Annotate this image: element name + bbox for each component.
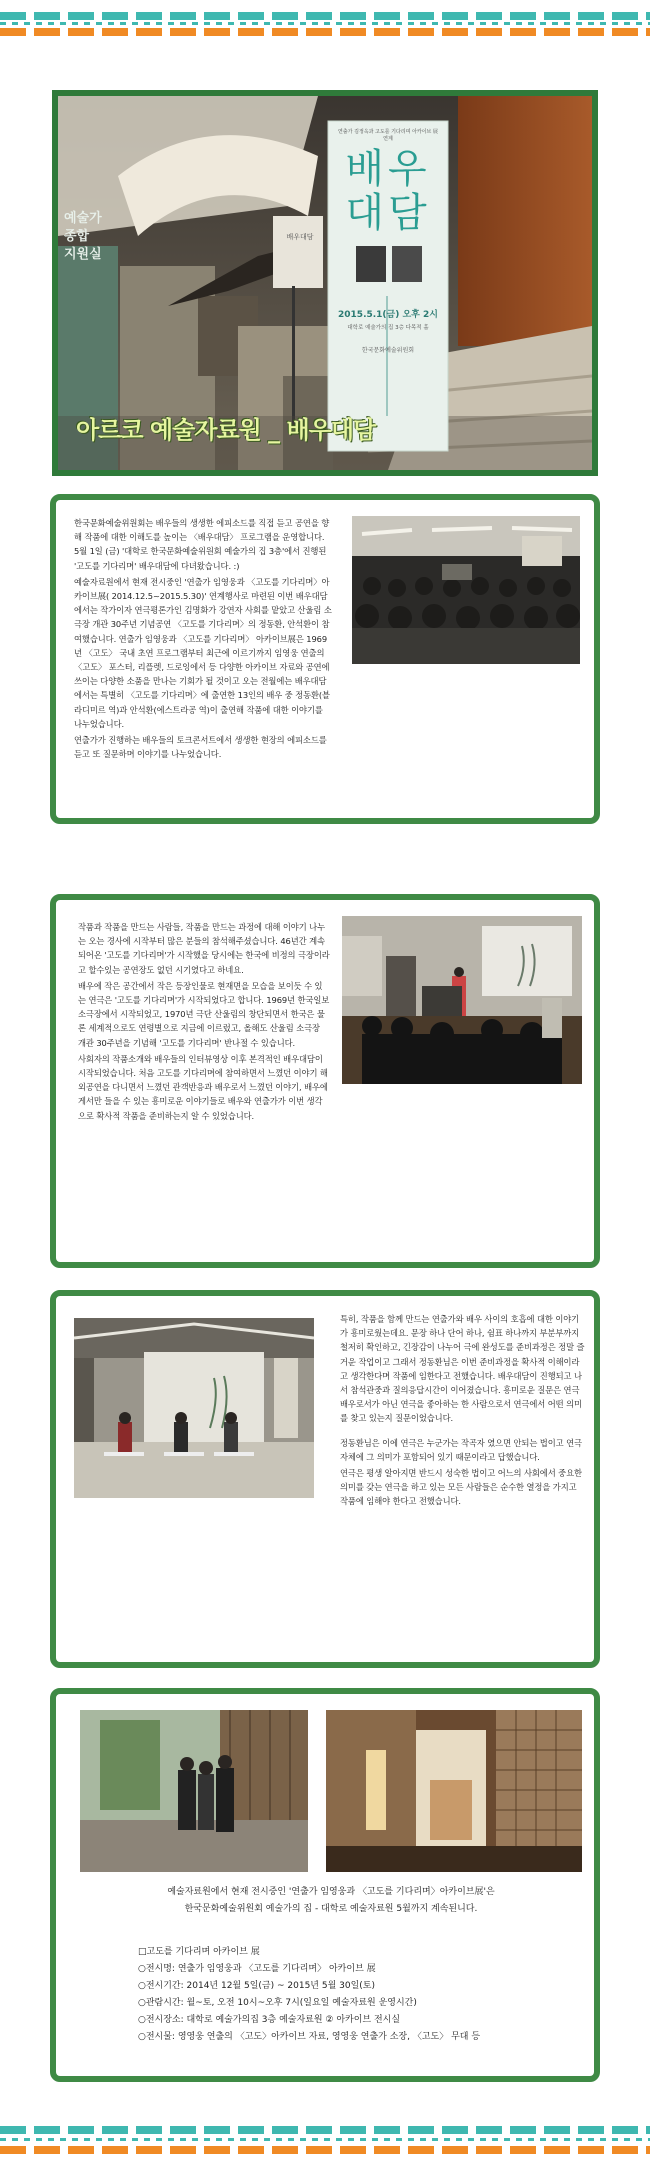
info-hours: ○관람시간: 월~토, 오전 10시~오후 7시(일요일 예술자료원 운영시간): [138, 1998, 417, 2008]
banner-title-1: 배우: [345, 146, 431, 192]
section-4-photo-right: [326, 1710, 582, 1872]
section-4-photo-left: [80, 1710, 308, 1872]
info-exhibit-name: ○전시명: 연출가 임영웅과 〈고도를 기다리며〉 아카이브 展: [138, 1964, 376, 1974]
wall-text: [64, 210, 118, 264]
banner-subtitle: 연출가 김정옥과 고도를 기다리며 아카이브 展 연계: [338, 129, 438, 142]
section-2-paragraph: 사회자의 작품소개와 배우들의 인터뷰영상 이후 본격적인 배우대담이 시작되었습니다. 처음 고도를 기다리며에 참여하면서 느꼈던 이야기 해외공연을 다니면서 느꼈던 관객반응과 배우로서 느꼈던 이야기, 배우에게서만 들을 수 있는 흥미로운 이야기들로 배우와 연출가가 이번 생각으로 확사적 작품을 준비하는지 알 수 있었습니다.: [78, 1053, 328, 1121]
section-2-photo: [342, 916, 582, 1084]
wall-text-line-3: 지원실: [64, 247, 102, 262]
hero-caption: 아르코 예술자료원 _ 배우대담: [76, 416, 376, 444]
event-banner: [330, 125, 446, 445]
info-period: ○전시기간: 2014년 12월 5일(금) ~ 2015년 5월 30일(토): [138, 1981, 375, 1991]
section-4-intro-line-2: 한국문화예술위원회 예술가의 집 - 대학로 예술자료원 5월까지 계속된니다.: [184, 1904, 478, 1914]
top-stripe-band: [0, 0, 650, 44]
sign-board: [277, 224, 323, 284]
section-3-photo: [74, 1318, 314, 1498]
wall-text-line-2: 종합: [64, 229, 90, 244]
banner-host: 한국문화예술위원회: [361, 347, 415, 354]
section-2-text: [78, 920, 330, 1125]
section-2-paragraph: 작품과 작품을 만드는 사람들, 작품을 만드는 과정에 대해 이야기 나누는 오는 경사에 시작부터 많은 분들의 참석해주셨습니다. 46년간 계속되어온 '고도를 기다리며'가 시작했을 당시에는 한국에 비정의 극장이라고 할수있는 공연장도 없던 시기였다고 하네요.: [78, 922, 330, 975]
section-1-paragraph: 예술자료원에서 현재 전시중인 '연출가 임영웅과 〈고도를 기다리며〉아카이브展( 2014.12.5~2015.5.30)' 연계행사로 마련된 이번 배우대담에서는 작가이자 연극평론가인 김명화가 강연자 사회를 맡았고 산울림 소극장 개관 30주년 기념공연 〈고도를 기다리며〉의 정동환, 안석환이 참여했습니다. 연출가 임영웅과 〈고도를 기다리며〉 아카이브展은 1969년 〈고도〉 국내 초연 프로그램부터 최근에 이르기까지 임영웅 연출의 〈고도〉 포스터, 리플렛, 드로잉에서 등 다양한 아카이브 자료와 공연에 쓰이는 다양한 소품을 만나는 기회가 될 것이고 오는 전월에는 배우대담에서는 특별히 〈고도를 기다리며〉에 출연한 13인의 배우 중 정동환(블라디미르 역)과 안석환(에스트라공 역)이 출연해 작품에 대한 이야기를 나누었습니다.: [74, 576, 332, 729]
section-4-card: [50, 1688, 600, 2082]
section-1-photo: [352, 516, 580, 664]
section-4-intro-line-1: 예술자료원에서 현재 전시중인 '연출가 임영웅과 〈고도를 기다리며〉아카이브展'은: [167, 1887, 495, 1897]
section-3-paragraph: 연극은 평생 알아지면 반드시 성숙한 법이고 어느의 사회에서 중요한 의미를 갖는 연극을 하고 있는 모든 사람들은 순수한 열정을 가지고 작품에 임해야 한다고 전했습니다.: [340, 1468, 582, 1507]
section-3-paragraph: 특히, 작품을 함께 만드는 연출가와 배우 사이의 호흡에 대한 이야기가 흥미로웠는데요. 문장 하나 단어 하나, 쉼표 하나까지 부분부까지 철저히 확인하고, 긴장감이 나누어 극에 완성도를 준비과정은 정말 즐거운 작업이고 그래서 정동환님은 이번 준비과정을 확사적 이해이라고 생각한다며 작품에 임한다고 전했습니다. 배우대담이 진행되고 나서 참석관중과 질의응답시간이 이어졌습니다. 흥미로운 질문은 연극배우로서가 아닌 연극을 좋아하는 한 사람으로서 연극에서 어떤 의미를 찾고 있는지 질문이었습니다.: [340, 1314, 585, 1424]
section-3-text: [340, 1312, 586, 1511]
info-exhibits: ○전시물: 영영웅 연출의 〈고도〉아카이브 자료, 영영웅 연출가 소장, 〈고도〉 무대 등: [138, 2032, 481, 2042]
section-2-card: [50, 894, 600, 1268]
section-4-info-list: [138, 1944, 578, 2046]
section-1-paragraph: 한국문화예술위원회는 배우들의 생생한 에피소드를 직접 듣고 공연을 향해 작품에 대한 이해도를 높이는 〈배우대담〉 프로그램을 운영합니다. 5월 1일 (금) '대학로 한국문화예술위원회 예술가의 집 3층'에서 진행된 '고도를 기다리며' 배우대담에 다녀왔습니다. :): [74, 518, 330, 571]
section-1-card: [50, 494, 600, 824]
banner-place: 대학로 예술가의 집 3층 다목적 홀: [347, 325, 429, 331]
section-3-card: [50, 1290, 600, 1668]
section-1-text: [74, 516, 332, 763]
section-1-paragraph: 연출가가 진행하는 배우들의 토크콘서트에서 생생한 현장의 에피소드를 듣고 또 질문하며 이야기를 나누었습니다.: [74, 735, 327, 760]
section-3-paragraph: 정동환님은 이에 연극은 누군가는 작곡자 였으면 안되는 법이고 연극자체에 그 의미가 포함되어 있기 때문이라고 답했습니다.: [340, 1437, 582, 1462]
banner-date: 2015.5.1(금) 오후 2시: [338, 310, 438, 320]
info-location: ○전시장소: 대학로 예술가의집 3층 예술자료원 ② 아카이브 전시실: [138, 2015, 401, 2025]
hero-photo-frame: [52, 90, 598, 476]
banner-title-2: 대담: [345, 190, 431, 236]
sign-text: 배우대담: [286, 233, 314, 241]
info-title: □고도를 기다리며 아카이브 展: [138, 1947, 260, 1957]
section-4-intro: [66, 1884, 596, 1918]
wall-text-line-1: 예술가: [64, 211, 102, 226]
section-2-paragraph: 배우에 작은 공간에서 작은 등장인물로 현재면을 모습을 보이듯 수 있는 연극은 '고도를 기다리며'가 시작되었다고 합니다. 1969년 한국일보 소극장에서 시작되었고, 1970년 극단 산울림의 창단되면서 한국은 물론 세계적으로도 연령별으로 지금에 이르렀고, 올해도 산울림 소극장 개관 30주년을 기념해 '고도를 기다리며' 반나절 수 있습니다.: [78, 980, 330, 1048]
bottom-stripe-band: [0, 2120, 650, 2164]
